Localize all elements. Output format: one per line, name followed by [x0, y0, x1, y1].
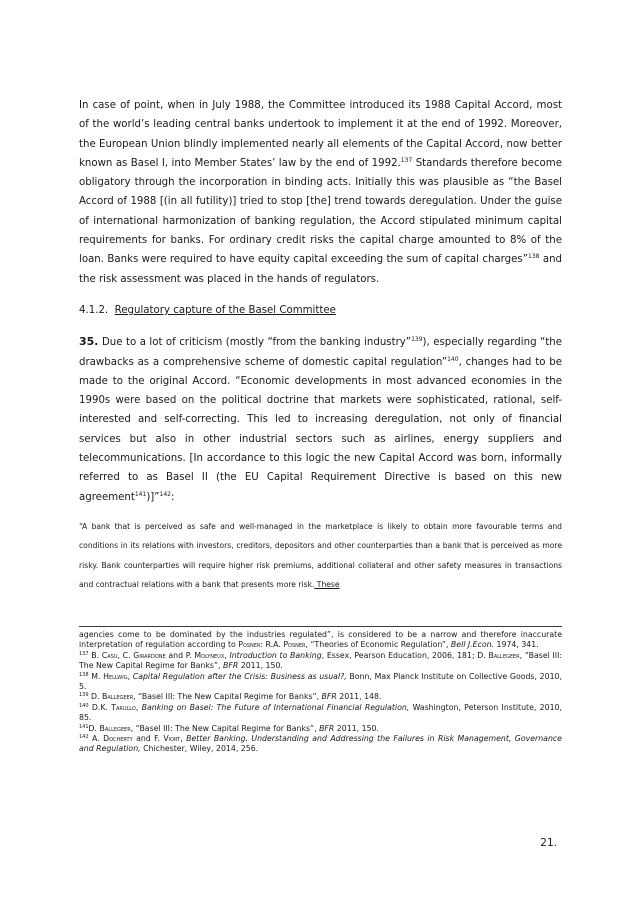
- footnote-number: 140: [79, 702, 89, 709]
- footnote-number: 137: [79, 650, 89, 657]
- footnote-number: 139: [79, 692, 89, 699]
- paragraph-35: 35. Due to a lot of criticism (mostly “from the banking industry”$^{139}$), especially regarding “the drawbacks as a comprehensive scheme of domestic capital regulation”$^{140}$, changes had to be made to the original Accord. “Economic developments in most advanced economies in the 1990s were based on the political doctrine that markets were sophisticated, rational, self-interested and self-correcting. This led to increasing deregulation, not only of financial services but also in other industrial sectors such as airlines, energy suppliers and telecommunications. [In accordance to this logic the new Capital Accord was born, informally referred to as Basel II (the EU Capital Requirement Directive is based on this new agreement$^{141}$)]”$^{142}$:: [79, 335, 562, 503]
- footnote-number: 142: [79, 734, 89, 741]
- footnote-139: $^{139}$ D. Ballegeer, “Basel III: The New Capital Regime for Banks”, BFR 2011, 148.: [79, 692, 382, 702]
- block-quote: “A bank that is perceived as safe and well-managed in the marketplace is likely to obtain more favourable terms and conditions in its relations with investors, creditors, depositors and other counterparties than a bank that is perceived as more risky. Bank counterparties will require higher risk premiums, additional collateral and other safety measures in transactions and contractual relations with a bank that presents more risk. These: [79, 521, 562, 590]
- footnote-number: 141: [79, 723, 89, 730]
- footnote-number: 138: [79, 671, 89, 678]
- quote-continuation: These: [314, 580, 340, 590]
- page-number: 21.: [540, 837, 557, 849]
- footnote-separator: [79, 626, 562, 627]
- main-text: [79, 96, 562, 595]
- footnote-ref-142[interactable]: 142: [159, 490, 171, 498]
- paragraph-number: 35.: [79, 335, 99, 349]
- section-title: Regulatory capture of the Basel Committee: [114, 304, 336, 316]
- section-number: 4.1.2.: [79, 304, 109, 316]
- footnote-142: $^{142}$ A. Docherty and F. Viort, Better Banking. Understanding and Addressing the Failures in Risk Management, Governance and Regulation, Chichester, Wiley, 2014, 256.: [79, 734, 562, 754]
- footnote-continuation: agencies come to be dominated by the industries regulated”, is considered to be a narrow and therefore inaccurate interpretation of regulation according to Posner: R.A. Posner, “Theories of Economic Regulation”, Bell J.Econ. 1974, 341.: [79, 630, 562, 650]
- footnote-137: $^{137}$ B. Casu, C. Girardone and P. Molyneux, Introduction to Banking, Essex, Pearson Education, 2006, 181; D. Ballegeer, “Basel III: The New Capital Regime for Banks”, BFR 2011, 150.: [79, 650, 563, 671]
- footnote-138: $^{138}$ M. Hellwig, Capital Regulation after the Crisis: Business as usual?, Bonn, Max Planck Institute on Collective Goods, 2010, 5.: [79, 671, 562, 692]
- footnotes: [79, 630, 562, 755]
- footnote-ref-139[interactable]: 139: [411, 336, 423, 344]
- paragraph-basel-i: In case of point, when in July 1988, the Committee introduced its 1988 Capital Accord, most of the world’s leading central banks undertook to implement it at the end of 1992. Moreover, the European Union blindly implemented nearly all elements of the Capital Accord, now better known as Basel I, into Member States’ law by the end of 1992.$^{137}$ Standards therefore become obligatory through the incorporation in binding acts. Initially this was plausible as “the Basel Accord of 1988 [(in all futility)] tried to stop [the] trend towards deregulation. Under the guise of international harmonization of banking regulation, the Accord stipulated minimum capital requirements for banks. For ordinary credit risks the capital charge amounted to 8% of the loan. Banks were required to have equity capital exceeding the sum of capital charges”$^{138}$ and the risk assessment was placed in the hands of regulators.: [79, 100, 563, 285]
- footnote-ref-138[interactable]: 138: [528, 253, 540, 261]
- section-heading: [79, 301, 562, 320]
- footnote-141: $^{141}$D. Ballegeer, “Basel III: The New Capital Regime for Banks”, BFR 2011, 150.: [79, 723, 379, 733]
- footnote-ref-140[interactable]: 140: [447, 355, 459, 363]
- footnote-140: $^{140}$ D.K. Tarullo, Banking on Basel: The Future of International Financial Regulation, Washington, Peterson Institute, 2010, 85.: [79, 702, 562, 723]
- footnote-ref-141[interactable]: 141: [134, 490, 147, 498]
- footnote-ref-137[interactable]: 137: [400, 156, 413, 164]
